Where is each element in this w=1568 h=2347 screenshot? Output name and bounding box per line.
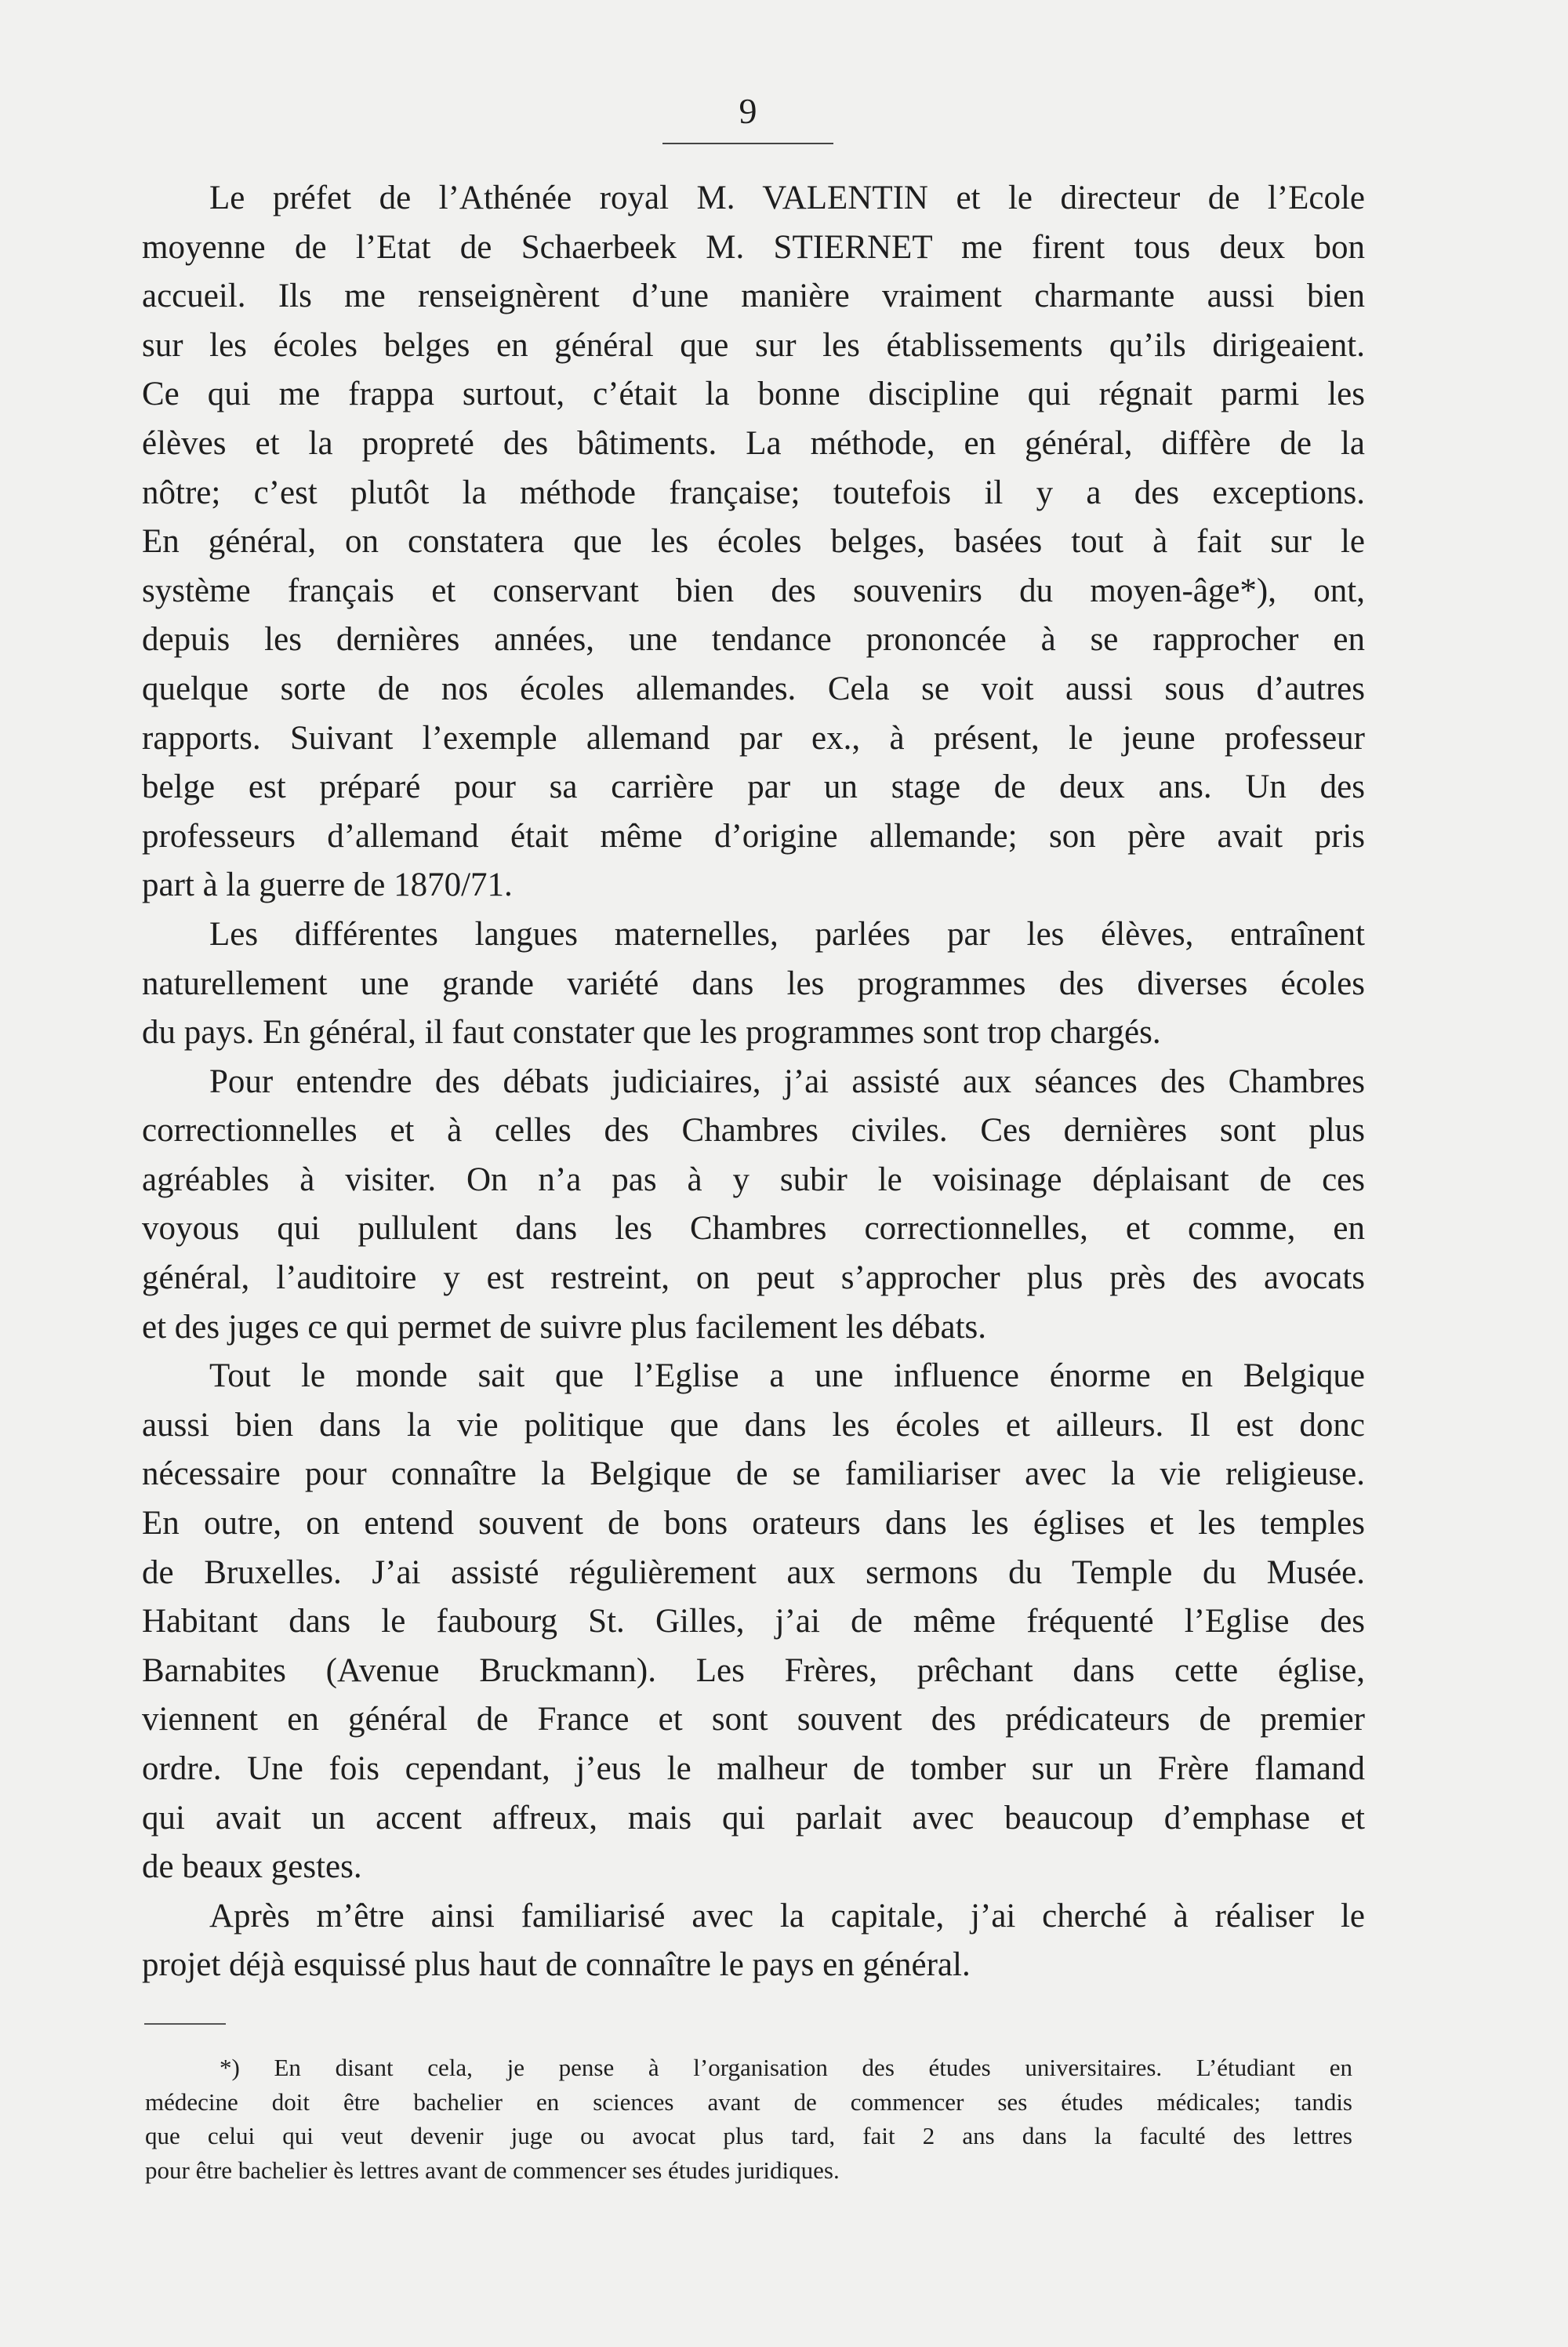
text-line: rapports. Suivant l’exemple allemand par ex., à présent, le jeune professeur: [142, 719, 1365, 757]
footnote-line: médecine doit être bachelier en sciences avant de commencer ses études médicales; tandis: [145, 2087, 1352, 2116]
paragraph: [142, 1352, 1365, 1892]
text-line: nôtre; c’est plutôt la méthode française; toutefois il y a des exceptions.: [142, 474, 1365, 511]
text-line: quelque sorte de nos écoles allemandes. Cela se voit aussi sous d’autres: [142, 670, 1365, 707]
text-line: Barnabites (Avenue Bruckmann). Les Frères, prêchant dans cette église,: [142, 1651, 1365, 1689]
text-line: agréables à visiter. On n’a pas à y subir le voisinage déplaisant de ces: [142, 1161, 1365, 1198]
paragraph: [142, 1058, 1365, 1353]
text-line: En général, on constatera que les écoles belges, basées tout à fait sur le: [142, 523, 1365, 561]
text-line: élèves et la propreté des bâtiments. La méthode, en général, diffère de la: [142, 424, 1365, 462]
text-line: moyenne de l’Etat de Schaerbeek M. STIERNET me firent tous deux bon: [142, 228, 1365, 266]
text-line: depuis les dernières années, une tendance prononcée à se rapprocher en: [142, 621, 1365, 659]
text-line: En outre, on entend souvent de bons orateurs dans les églises et les temples: [142, 1505, 1365, 1542]
text-line: ordre. Une fois cependant, j’eus le malheur de tomber sur un Frère flamand: [142, 1750, 1365, 1787]
text-line: viennent en général de France et sont souvent des prédicateurs de premier: [142, 1701, 1365, 1738]
text-line: Ce qui me frappa surtout, c’était la bonne discipline qui régnait parmi les: [142, 376, 1365, 413]
text-line: voyous qui pullulent dans les Chambres correctionnelles, et comme, en: [142, 1210, 1365, 1248]
footnote: [145, 2051, 1352, 2187]
paragraph: [142, 174, 1365, 910]
text-line: correctionnelles et à celles des Chambres civiles. Ces dernières sont plus: [142, 1112, 1365, 1150]
text-line: aussi bien dans la vie politique que dans les écoles et ailleurs. Il est donc: [142, 1406, 1365, 1444]
paragraph: [142, 910, 1365, 1058]
text-line: nécessaire pour connaître la Belgique de se familiariser avec la vie religieuse.: [142, 1455, 1365, 1493]
text-line: Après m’être ainsi familiarisé avec la capitale, j’ai cherché à réaliser le: [209, 1897, 1365, 1935]
page-number: 9: [739, 91, 757, 131]
text-line: projet déjà esquissé plus haut de connaître le pays en général.: [142, 1946, 971, 1984]
text-line: professeurs d’allemand était même d’origine allemande; son père avait pris: [142, 817, 1365, 855]
body-text: [142, 174, 1365, 1990]
text-line: système français et conservant bien des souvenirs du moyen-âge*), ont,: [142, 572, 1365, 609]
text-line: du pays. En général, il faut constater que les programmes sont trop chargés.: [142, 1014, 1161, 1052]
text-line: de Bruxelles. J’ai assisté régulièrement aux sermons du Temple du Musée.: [142, 1553, 1365, 1591]
text-line: général, l’auditoire y est restreint, on peut s’approcher plus près des avocats: [142, 1259, 1365, 1297]
text-line: belge est préparé pour sa carrière par un stage de deux ans. Un des: [142, 768, 1365, 806]
text-line: de beaux gestes.: [142, 1848, 362, 1886]
text-line: Pour entendre des débats judiciaires, j’ai assisté aux séances des Chambres: [209, 1063, 1365, 1100]
page-number-rule: [662, 143, 833, 144]
text-line: part à la guerre de 1870/71.: [142, 867, 513, 904]
text-line: Tout le monde sait que l’Eglise a une influence énorme en Belgique: [209, 1357, 1365, 1395]
text-line: Les différentes langues maternelles, parlées par les élèves, entraînent: [209, 915, 1365, 953]
text-line: qui avait un accent affreux, mais qui parlait avec beaucoup d’emphase et: [142, 1799, 1365, 1837]
text-line: Habitant dans le faubourg St. Gilles, j’ai de même fréquenté l’Eglise des: [142, 1603, 1365, 1640]
text-line: accueil. Ils me renseignèrent d’une manière vraiment charmante aussi bien: [142, 278, 1365, 315]
text-line: naturellement une grande variété dans les programmes des diverses écoles: [142, 965, 1365, 1002]
footnote-line: que celui qui veut devenir juge ou avocat plus tard, fait 2 ans dans la faculté des lettres: [145, 2122, 1352, 2149]
footnote-line: *) En disant cela, je pense à l’organisation des études universitaires. L’étudiant en: [220, 2054, 1352, 2081]
footnote-divider: [144, 2023, 226, 2025]
text-line: et des juges ce qui permet de suivre plus facilement les débats.: [142, 1308, 987, 1346]
text-line: sur les écoles belges en général que sur les établissements qu’ils dirigeaient.: [142, 326, 1365, 364]
paragraph: [142, 1892, 1365, 1990]
text-line: Le préfet de l’Athénée royal M. VALENTIN et le directeur de l’Ecole: [209, 180, 1365, 216]
footnote-line: pour être bachelier ès lettres avant de commencer ses études juridiques.: [145, 2156, 840, 2184]
